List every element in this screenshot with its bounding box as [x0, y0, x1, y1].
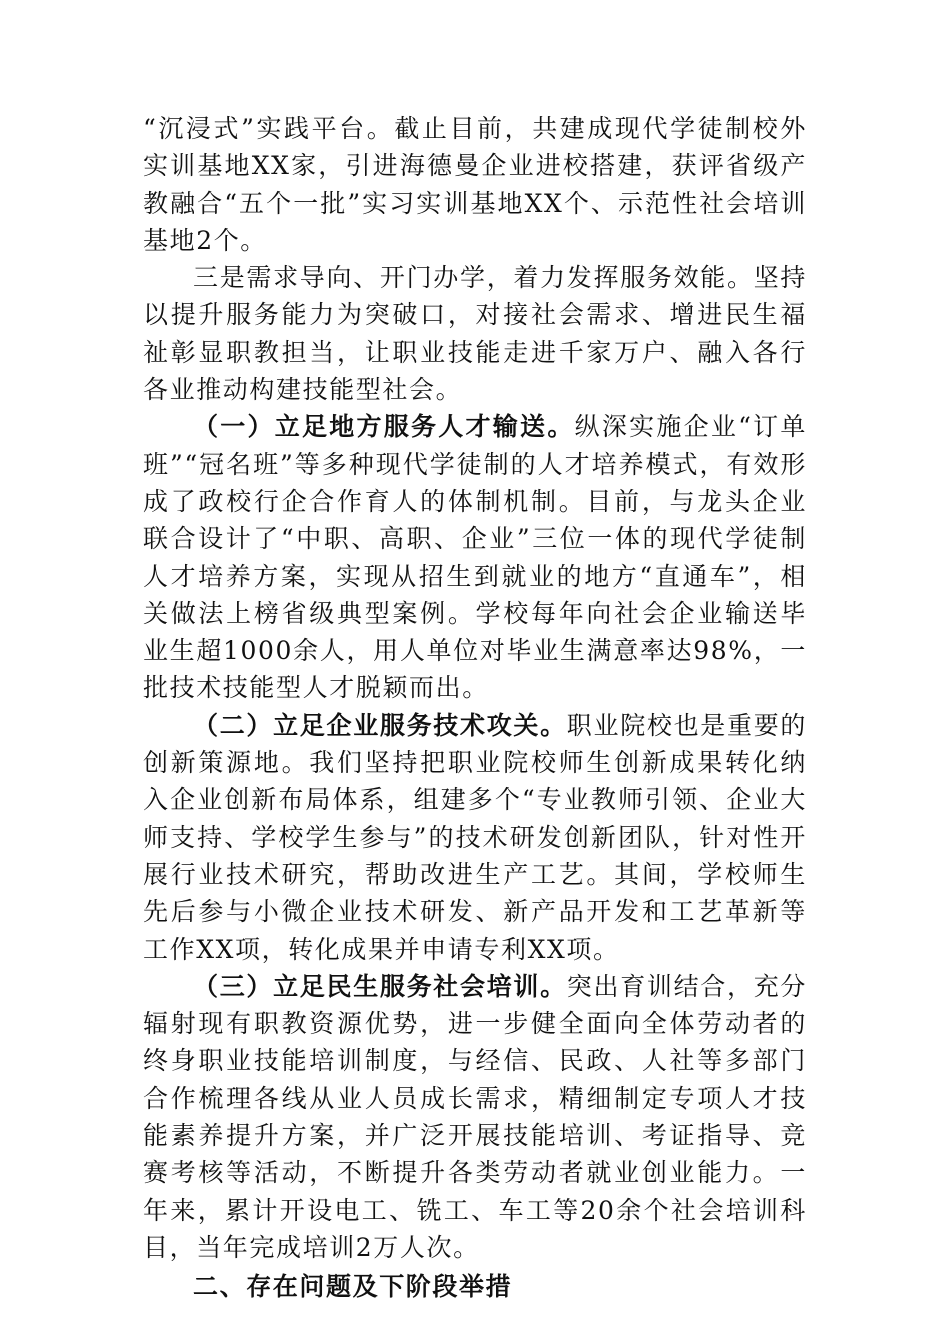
- paragraph-talent-delivery: [143, 408, 807, 706]
- document-body: [143, 110, 807, 1306]
- paragraph-text: “沉浸式”实践平台。截止目前，共建成现代学徒制校外实训基地XX家，引进海德曼企业进校搭建，获评省级产教融合“五个一批”实习实训基地XX个、示范性社会培训基地2个。: [143, 114, 807, 255]
- section-heading: 二、存在问题及下阶段举措: [193, 1272, 513, 1302]
- paragraph-text: 突出育训结合，充分辐射现有职教资源优势，进一步健全面向全体劳动者的终身职业技能培训制度，与经信、民政、人社等多部门合作梳理各线从业人员成长需求，精细制定专项人才技能素养提升方案，并广泛开展技能培训、考证指导、竞赛考核等活动，不断提升各类劳动者就业创业能力。一年来，累计开设电工、铣工、车工等20余个社会培训科目，当年完成培训2万人次。: [143, 971, 807, 1262]
- paragraph-lead-heading: （二）立足企业服务技术攻关。: [193, 710, 567, 740]
- paragraph-lead-heading: （一）立足地方服务人才输送。: [193, 412, 575, 442]
- paragraph-tech-research: [143, 707, 807, 968]
- paragraph-practice-platform: [143, 110, 807, 259]
- paragraph-text: 职业院校也是重要的创新策源地。我们坚持把职业院校师生创新成果转化纳入企业创新布局体系，组建多个“专业教师引领、企业大师支持、学校学生参与”的技术研发创新团队，针对性开展行业技术研究，帮助改进生产工艺。其间，学校师生先后参与小微企业技术研发、新产品开发和工艺革新等工作XX项，转化成果并申请专利XX项。: [143, 710, 807, 964]
- paragraph-lead-heading: （三）立足民生服务社会培训。: [193, 971, 567, 1001]
- paragraph-text: 三是需求导向、开门办学，着力发挥服务效能。坚持以提升服务能力为突破口，对接社会需求、增进民生福祉彰显职教担当，让职业技能走进千家万户、融入各行各业推动构建技能型社会。: [143, 263, 807, 405]
- paragraph-demand-oriented: [143, 259, 807, 408]
- paragraph-social-training: [143, 968, 807, 1266]
- paragraph-text: 纵深实施企业“订单班”“冠名班”等多种现代学徒制的人才培养模式，有效形成了政校行企合作育人的体制机制。目前，与龙头企业联合设计了“中职、高职、企业”三位一体的现代学徒制人才培养方案，实现从招生到就业的地方“直通车”，相关做法上榜省级典型案例。学校每年向社会企业输送毕业生超1000余人，用人单位对毕业生满意率达98%，一批技术技能型人才脱颖而出。: [143, 412, 807, 703]
